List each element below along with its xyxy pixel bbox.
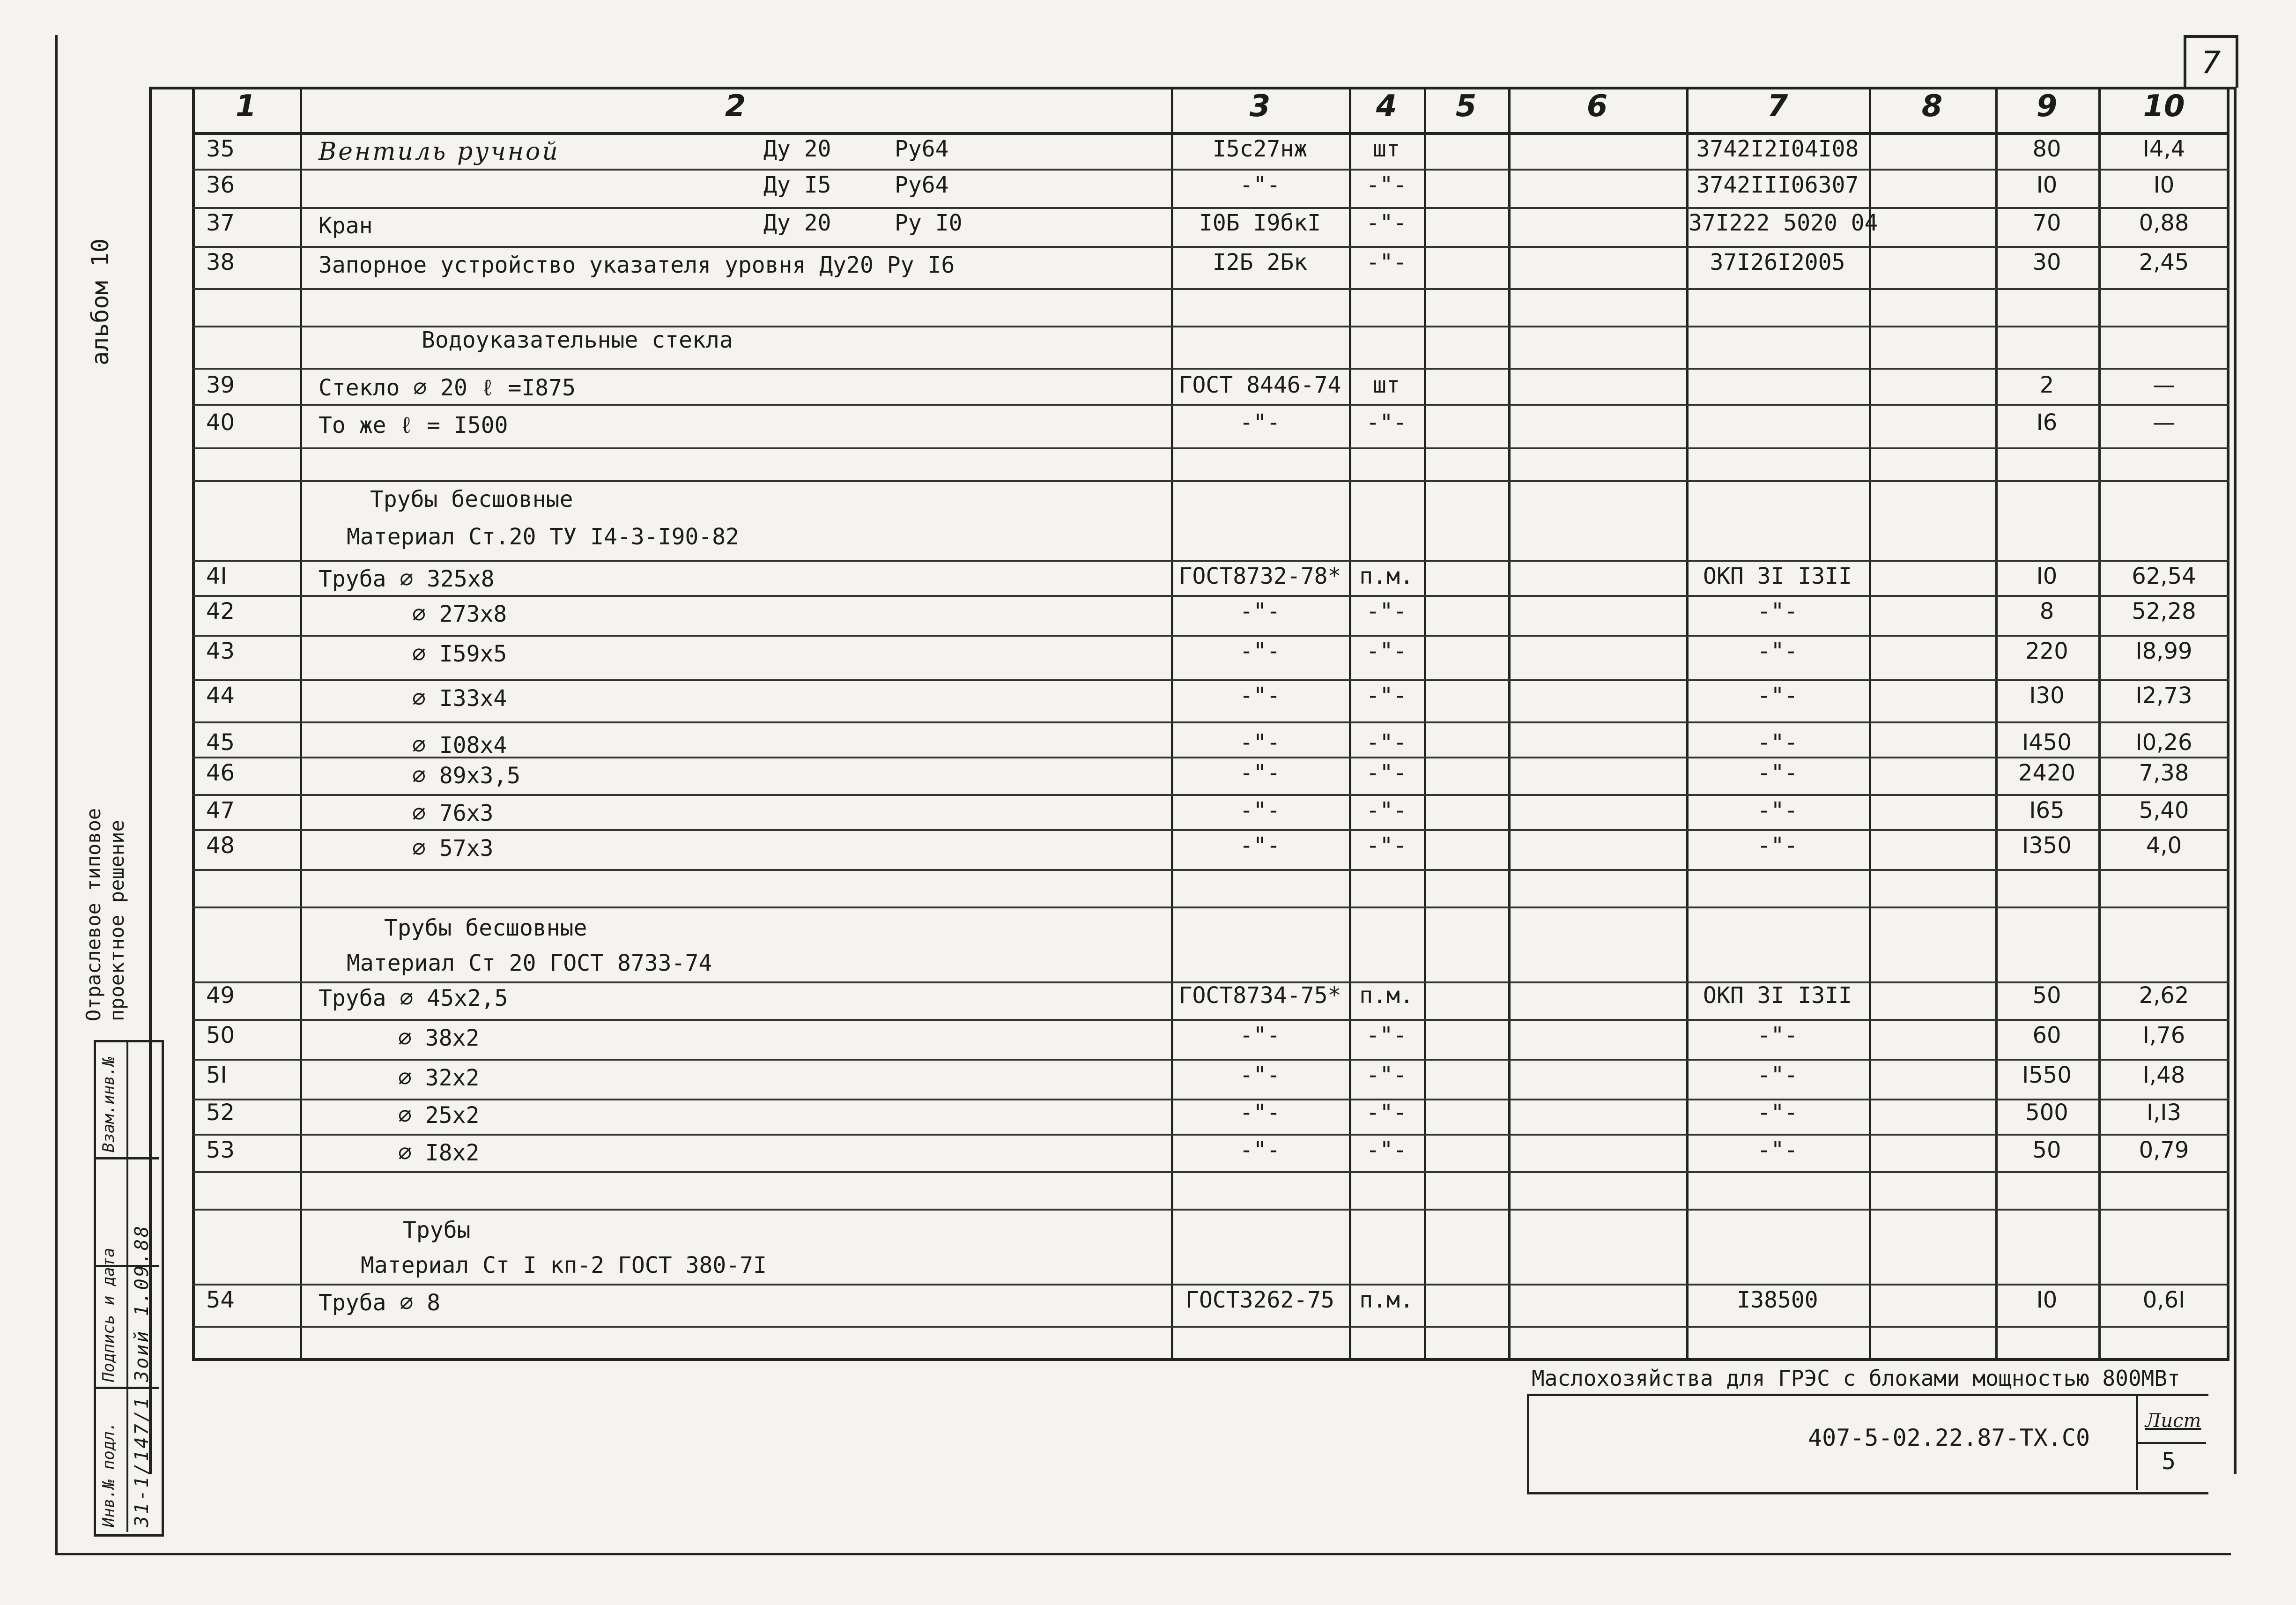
quantity: 220 <box>2025 638 2068 664</box>
unit: п.м. <box>1359 982 1414 1009</box>
row-divider <box>192 169 2229 171</box>
unit: -"- <box>1366 1100 1407 1126</box>
item-name: ∅ I59х5 <box>412 641 507 667</box>
nominal-pressure: Ру64 <box>895 136 949 162</box>
document-code: 407-5-02.22.87-ТХ.С0 <box>1808 1424 2090 1451</box>
row-divider <box>192 560 2229 562</box>
row-number: 5I <box>206 1062 227 1088</box>
catalog-code: -"- <box>1757 1137 1798 1163</box>
mass: 52,28 <box>2132 598 2196 624</box>
row-divider <box>192 869 2229 871</box>
standard-code: -"- <box>1239 1137 1281 1163</box>
unit: п.м. <box>1359 1287 1414 1313</box>
mass: I,48 <box>2142 1062 2185 1088</box>
mass: — <box>2153 409 2175 436</box>
standard-code: -"- <box>1239 638 1281 664</box>
mass: 0,6I <box>2142 1287 2185 1313</box>
catalog-code: -"- <box>1757 683 1798 709</box>
column-header-10: 10 <box>2143 89 2185 124</box>
catalog-code: -"- <box>1757 638 1798 664</box>
row-divider <box>192 1326 2229 1328</box>
item-name: ∅ 76х3 <box>412 800 494 826</box>
mass: 7,38 <box>2139 760 2189 786</box>
row-number: 49 <box>206 982 235 1009</box>
column-header-4: 4 <box>1376 89 1397 124</box>
mass: I,76 <box>2142 1022 2185 1048</box>
row-number: 36 <box>206 172 235 198</box>
row-divider <box>192 1171 2229 1173</box>
column-divider-3 <box>1349 87 1351 1361</box>
item-name: ∅ 57х3 <box>412 835 494 862</box>
item-name: Труба ∅ 8 <box>318 1290 441 1316</box>
standard-code: -"- <box>1239 409 1281 436</box>
row-number: 54 <box>206 1287 235 1313</box>
unit: -"- <box>1366 409 1407 436</box>
standard-code: ГОСТ8732-78* <box>1178 563 1341 589</box>
catalog-code: ОКП 3I I3II <box>1703 982 1852 1009</box>
mass: I8,99 <box>2135 638 2192 664</box>
column-header-1: 1 <box>235 89 257 124</box>
row-number: 53 <box>206 1137 235 1163</box>
column-header-3: 3 <box>1249 89 1271 124</box>
quantity: I0 <box>2036 563 2058 589</box>
standard-code: I0Б I9бкI <box>1199 210 1321 236</box>
row-divider <box>192 1019 2229 1021</box>
unit: -"- <box>1366 1062 1407 1088</box>
item-name: ∅ I33х4 <box>412 685 507 712</box>
row-divider <box>192 794 2229 796</box>
standard-code: I5с27нж <box>1212 136 1308 162</box>
standard-code: -"- <box>1239 797 1281 824</box>
unit: -"- <box>1366 1022 1407 1048</box>
quantity: 30 <box>2032 249 2061 275</box>
item-name: ∅ I08х4 <box>412 732 507 758</box>
standard-code: -"- <box>1239 1022 1281 1048</box>
stamp-value-sign: Зоий 1.09.88 <box>131 1224 153 1382</box>
item-name: Водоуказательные стекла <box>422 327 733 353</box>
mass: 0,79 <box>2139 1137 2189 1163</box>
standard-code: -"- <box>1239 1100 1281 1126</box>
album-label: альбом 10 <box>87 238 114 365</box>
row-divider <box>192 721 2229 723</box>
item-name: Трубы бесшовные <box>384 915 587 941</box>
title-block-hsplit <box>2136 1442 2206 1444</box>
row-number: 35 <box>206 136 235 162</box>
stamp-label-sign: Подпись и дата <box>99 1248 118 1382</box>
quantity: I30 <box>2029 683 2065 709</box>
quantity: 8 <box>2039 598 2054 624</box>
mass: 4,0 <box>2146 832 2182 859</box>
row-divider <box>192 1284 2229 1285</box>
row-divider <box>192 1134 2229 1136</box>
column-divider-8 <box>1995 87 1998 1361</box>
standard-code: -"- <box>1239 598 1281 624</box>
unit: п.м. <box>1359 563 1414 589</box>
item-name: ∅ 38х2 <box>398 1025 480 1051</box>
quantity: 80 <box>2032 136 2061 162</box>
mass: 5,40 <box>2139 797 2189 824</box>
mass: I,I3 <box>2146 1100 2182 1126</box>
item-name: ∅ 32х2 <box>398 1065 480 1091</box>
item-name: То же ℓ = I500 <box>318 412 508 438</box>
standard-code: -"- <box>1239 172 1281 198</box>
row-divider <box>192 404 2229 406</box>
row-divider <box>192 368 2229 370</box>
row-number: 42 <box>206 598 235 624</box>
standard-code: I2Б 2Бк <box>1212 249 1308 275</box>
item-name: Стекло ∅ 20 ℓ =I875 <box>318 375 576 401</box>
catalog-code: 3742I2I04I08 <box>1696 136 1859 162</box>
catalog-code: 37I26I2005 <box>1710 249 1845 275</box>
nominal-pressure: Ру I0 <box>895 210 963 236</box>
quantity: I350 <box>2022 832 2072 859</box>
item-name: Материал Ст I кп-2 ГОСТ 380-7I <box>361 1252 767 1278</box>
quantity: I65 <box>2029 797 2065 824</box>
quantity: I550 <box>2022 1062 2072 1088</box>
row-number: 48 <box>206 832 235 859</box>
row-number: 46 <box>206 760 235 786</box>
unit: -"- <box>1366 210 1407 236</box>
item-name: ∅ 273х8 <box>412 601 507 627</box>
row-divider <box>192 288 2229 290</box>
unit: -"- <box>1366 832 1407 859</box>
item-name: Труба ∅ 325х8 <box>318 566 495 592</box>
catalog-code: 3742III06307 <box>1696 172 1859 198</box>
stamp-label-inv: Инв.№ подл. <box>99 1421 118 1527</box>
catalog-code: ОКП 3I I3II <box>1703 563 1852 589</box>
row-divider <box>192 595 2229 597</box>
unit: -"- <box>1366 1137 1407 1163</box>
row-number: 50 <box>206 1022 235 1048</box>
sheet-label: Лист <box>2145 1410 2201 1432</box>
sheet-number: 5 <box>2162 1448 2176 1475</box>
row-number: 38 <box>206 249 235 275</box>
unit: -"- <box>1366 598 1407 624</box>
column-divider-6 <box>1686 87 1689 1361</box>
catalog-code: -"- <box>1757 1062 1798 1088</box>
row-divider <box>192 1209 2229 1211</box>
standard-code: ГОСТ8734-75* <box>1178 982 1341 1009</box>
row-number: 39 <box>206 372 235 398</box>
unit: -"- <box>1366 729 1407 756</box>
column-divider-7 <box>1869 87 1871 1361</box>
standard-code: -"- <box>1239 683 1281 709</box>
catalog-code: -"- <box>1757 760 1798 786</box>
standard-code: -"- <box>1239 832 1281 859</box>
column-header-6: 6 <box>1586 89 1608 124</box>
item-name: Труба ∅ 45х2,5 <box>318 985 508 1011</box>
row-number: 37 <box>206 210 235 236</box>
column-divider-4 <box>1424 87 1426 1361</box>
item-name: Материал Ст.20 ТУ I4-3-I90-82 <box>347 524 740 550</box>
quantity: I0 <box>2036 1287 2058 1313</box>
quantity: 70 <box>2032 210 2061 236</box>
mass: I4,4 <box>2142 136 2185 162</box>
nominal-diameter: Ду 20 <box>763 210 831 236</box>
stamp-split <box>126 1040 128 1532</box>
column-header-7: 7 <box>1767 89 1788 124</box>
mass: I0 <box>2153 172 2175 198</box>
unit: шт <box>1373 136 1400 162</box>
project-label: Отраслевое типовое проектное решение <box>82 808 128 1021</box>
mass: I0,26 <box>2135 729 2192 756</box>
quantity: I450 <box>2022 729 2072 756</box>
row-divider <box>192 907 2229 908</box>
item-name: Запорное устройство указателя уровня Ду20 Ру I6 <box>318 252 955 278</box>
document-title: Маслохозяйства для ГРЭС с блоками мощностью 800МВт <box>1532 1366 2180 1391</box>
item-name: Материал Ст 20 ГОСТ 8733-74 <box>347 950 712 976</box>
standard-code: -"- <box>1239 729 1281 756</box>
item-name: ∅ I8х2 <box>398 1140 480 1166</box>
catalog-code: -"- <box>1757 1022 1798 1048</box>
unit: -"- <box>1366 683 1407 709</box>
row-divider <box>192 1059 2229 1061</box>
stamp-label-replace: Взам.инв.№ <box>99 1056 118 1152</box>
row-number: 47 <box>206 797 235 824</box>
item-name: Вентиль ручной <box>318 138 560 166</box>
item-name: Трубы бесшовные <box>370 486 573 513</box>
column-divider-5 <box>1508 87 1511 1361</box>
column-header-5: 5 <box>1455 89 1477 124</box>
nominal-diameter: Ду I5 <box>763 172 831 198</box>
quantity: 60 <box>2032 1022 2061 1048</box>
quantity: 2420 <box>2018 760 2076 786</box>
row-divider <box>192 447 2229 449</box>
catalog-code: -"- <box>1757 1100 1798 1126</box>
row-number: 40 <box>206 409 235 436</box>
item-name: ∅ 89х3,5 <box>412 763 521 789</box>
quantity: 2 <box>2039 372 2054 398</box>
item-name: ∅ 25х2 <box>398 1102 480 1129</box>
unit: -"- <box>1366 638 1407 664</box>
page-number: 7 <box>2184 35 2238 88</box>
unit: -"- <box>1366 760 1407 786</box>
catalog-code: -"- <box>1757 729 1798 756</box>
item-name: Кран <box>318 213 373 239</box>
item-name: Трубы <box>403 1217 471 1243</box>
unit: -"- <box>1366 249 1407 275</box>
column-divider-9 <box>2098 87 2101 1361</box>
standard-code: ГОСТ 8446-74 <box>1178 372 1341 398</box>
row-divider <box>192 635 2229 637</box>
quantity: 500 <box>2025 1100 2068 1126</box>
standard-code: -"- <box>1239 1062 1281 1088</box>
catalog-code: I38500 <box>1737 1287 1818 1313</box>
column-header-9: 9 <box>2036 89 2058 124</box>
row-number: 52 <box>206 1100 235 1126</box>
mass: 62,54 <box>2132 563 2196 589</box>
mass: — <box>2153 372 2175 398</box>
row-number: 44 <box>206 683 235 709</box>
column-header-2: 2 <box>725 89 746 124</box>
quantity: I0 <box>2036 172 2058 198</box>
unit: -"- <box>1366 797 1407 824</box>
row-divider <box>192 679 2229 681</box>
standard-code: ГОСТ3262-75 <box>1185 1287 1334 1313</box>
mass: 2,62 <box>2139 982 2189 1009</box>
column-divider-2 <box>1171 87 1173 1361</box>
quantity: 50 <box>2032 982 2061 1009</box>
nominal-pressure: Ру64 <box>895 172 949 198</box>
catalog-code: -"- <box>1757 797 1798 824</box>
column-divider-1 <box>300 87 302 1361</box>
catalog-code: 37I222 5020 04 <box>1689 210 1878 236</box>
mass: I2,73 <box>2135 683 2192 709</box>
unit: шт <box>1373 372 1400 398</box>
row-divider <box>192 829 2229 831</box>
column-header-8: 8 <box>1921 89 1943 124</box>
quantity: I6 <box>2036 409 2058 436</box>
row-number: 4I <box>206 563 227 589</box>
row-number: 43 <box>206 638 235 664</box>
stamp-value-inv: 31-1/147/1 <box>131 1396 153 1527</box>
quantity: 50 <box>2032 1137 2061 1163</box>
standard-code: -"- <box>1239 760 1281 786</box>
nominal-diameter: Ду 20 <box>763 136 831 162</box>
row-divider <box>192 246 2229 248</box>
row-divider <box>192 480 2229 482</box>
unit: -"- <box>1366 172 1407 198</box>
mass: 2,45 <box>2139 249 2189 275</box>
row-number: 45 <box>206 729 235 756</box>
catalog-code: -"- <box>1757 832 1798 859</box>
catalog-code: -"- <box>1757 598 1798 624</box>
mass: 0,88 <box>2139 210 2189 236</box>
